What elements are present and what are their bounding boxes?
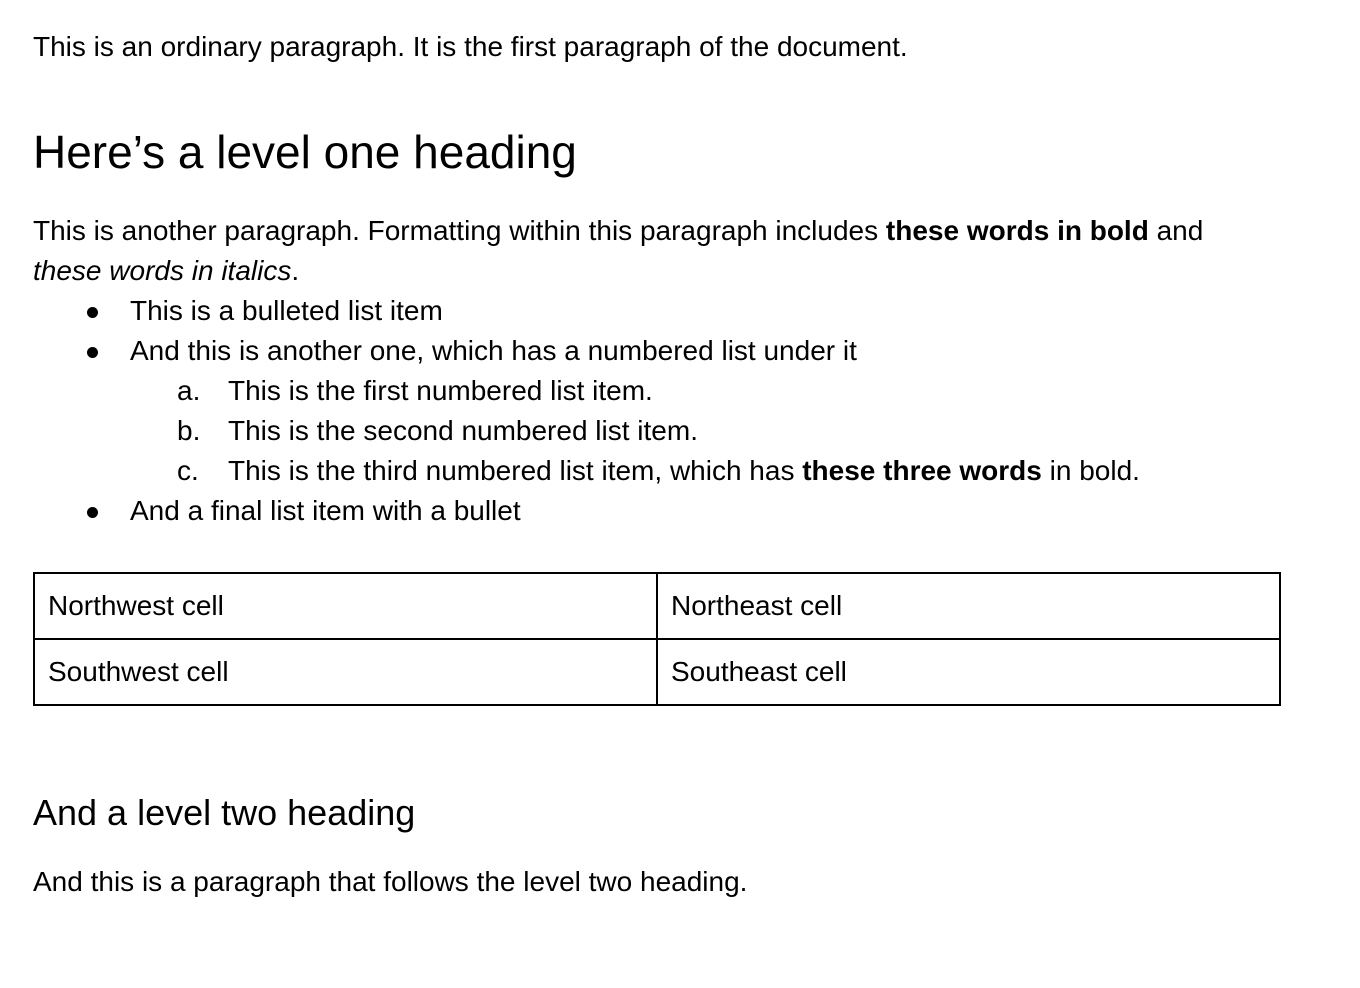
table-row [34,639,1280,705]
table-cell-southeast: Southeast cell [657,639,1280,705]
list-item-bullet-3 [33,491,1281,531]
list-marker-b: b. [177,415,201,446]
numbered-list-item-a [33,371,1281,411]
list-item-c-plain-start: This is the third numbered list item, which has [228,455,803,486]
list-item-text: This is a bulleted list item [130,295,443,326]
paragraph-second-bold-run: these words in bold [885,215,1149,246]
paragraph-second-plain-start: This is another paragraph. Formatting within this paragraph includes [33,215,886,246]
bullet-icon [87,307,98,318]
list-item-text [228,455,1140,486]
numbered-list-item-c [33,451,1281,491]
paragraph-after-heading-2: And this is a paragraph that follows the level two heading. [33,866,748,897]
heading-level-2: And a level two heading [33,792,416,833]
bullet-list [33,291,1281,531]
bullet-icon [87,507,98,518]
list-item-text: And a final list item with a bullet [130,495,521,526]
table-cell-southwest: Southwest cell [34,639,657,705]
numbered-list-item-b [33,411,1281,451]
table-cell-northeast: Northeast cell [657,573,1280,639]
table-row [34,573,1280,639]
list-marker-a: a. [177,375,201,406]
list-item-bullet-1 [33,291,1281,331]
table [33,572,1281,706]
list-item-text: This is the first numbered list item. [228,375,653,406]
paragraph-first: This is an ordinary paragraph. It is the first paragraph of the document. [33,31,908,62]
paragraph-second [33,211,1281,291]
paragraph-second-italic-run: these words in italics [33,255,292,286]
list-item-c-plain-end: in bold. [1041,455,1140,486]
paragraph-second-plain-middle: and [1148,215,1204,246]
paragraph-second-plain-end: . [291,255,300,286]
list-item-text: This is the second numbered list item. [228,415,698,446]
bullet-icon [87,347,98,358]
list-item-text: And this is another one, which has a numbered list under it [130,335,857,366]
heading-level-1: Here’s a level one heading [33,126,577,178]
list-item-c-bold-run: these three words [802,455,1042,486]
list-marker-c: c. [177,455,199,486]
list-item-bullet-2 [33,331,1281,371]
table-cell-northwest: Northwest cell [34,573,657,639]
